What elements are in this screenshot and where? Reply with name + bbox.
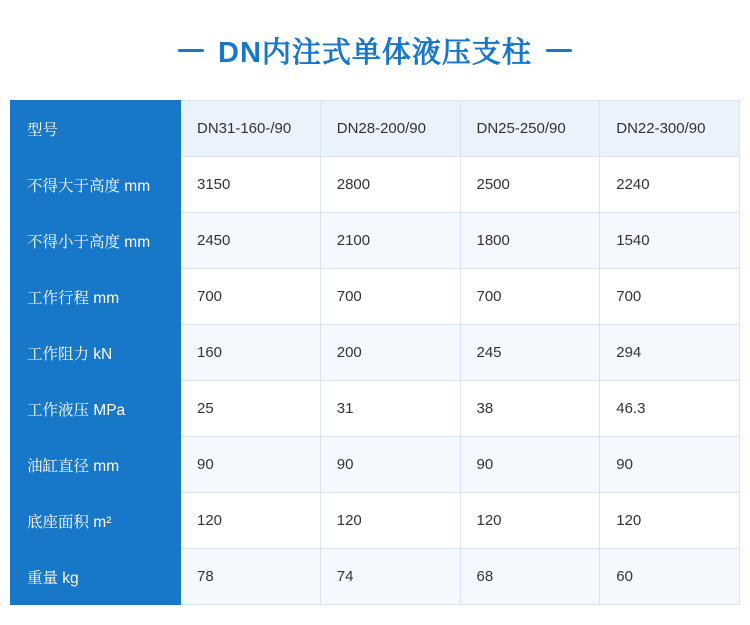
table-cell: 46.3	[600, 381, 740, 437]
table-cell: 90	[320, 437, 460, 493]
table-cell: 38	[460, 381, 600, 437]
table-cell: 245	[460, 325, 600, 381]
table-cell: 90	[181, 437, 321, 493]
spec-table	[10, 100, 740, 605]
page-title-text: DN内注式单体液压支柱	[218, 36, 532, 69]
table-cell: 120	[460, 493, 600, 549]
table-cell: 1800	[460, 213, 600, 269]
table-cell: 2500	[460, 157, 600, 213]
table-cell: 700	[320, 269, 460, 325]
table-row-header: 工作阻力 kN	[11, 325, 181, 381]
table-cell: 2240	[600, 157, 740, 213]
table-cell: 120	[320, 493, 460, 549]
table-cell: 90	[460, 437, 600, 493]
table-row-header: 不得大于高度 mm	[11, 157, 181, 213]
table-cell-model-1: DN28-200/90	[320, 101, 460, 157]
table-cell-model-2: DN25-250/90	[460, 101, 600, 157]
table-row	[11, 269, 740, 325]
table-cell: 700	[181, 269, 321, 325]
table-cell: 2450	[181, 213, 321, 269]
table-cell: 700	[460, 269, 600, 325]
table-cell: 700	[600, 269, 740, 325]
spec-table-body	[11, 101, 740, 605]
table-cell-model-3: DN22-300/90	[600, 101, 740, 157]
table-row-header: 工作行程 mm	[11, 269, 181, 325]
table-row	[11, 381, 740, 437]
table-row	[11, 157, 740, 213]
table-row	[11, 437, 740, 493]
table-row	[11, 213, 740, 269]
table-row	[11, 325, 740, 381]
table-cell: 60	[600, 549, 740, 605]
table-cell: 68	[460, 549, 600, 605]
table-cell: 3150	[181, 157, 321, 213]
page-title	[0, 0, 750, 100]
table-cell: 200	[320, 325, 460, 381]
title-dash-left-icon	[178, 49, 204, 52]
table-row	[11, 101, 740, 157]
table-cell: 2100	[320, 213, 460, 269]
spec-table-container	[0, 100, 750, 605]
table-cell: 160	[181, 325, 321, 381]
table-row	[11, 549, 740, 605]
table-cell: 25	[181, 381, 321, 437]
table-cell: 74	[320, 549, 460, 605]
table-cell: 90	[600, 437, 740, 493]
table-cell: 78	[181, 549, 321, 605]
table-row-header: 不得小于高度 mm	[11, 213, 181, 269]
table-row-header: 底座面积 m²	[11, 493, 181, 549]
table-row-header: 工作液压 MPa	[11, 381, 181, 437]
table-cell: 120	[181, 493, 321, 549]
table-row-header: 油缸直径 mm	[11, 437, 181, 493]
table-row-header: 重量 kg	[11, 549, 181, 605]
title-dash-right-icon	[546, 49, 572, 52]
table-cell: 294	[600, 325, 740, 381]
table-cell: 1540	[600, 213, 740, 269]
table-cell-model-0: DN31-160-/90	[181, 101, 321, 157]
table-row	[11, 493, 740, 549]
table-row-header: 型号	[11, 101, 181, 157]
table-cell: 120	[600, 493, 740, 549]
table-cell: 31	[320, 381, 460, 437]
table-cell: 2800	[320, 157, 460, 213]
